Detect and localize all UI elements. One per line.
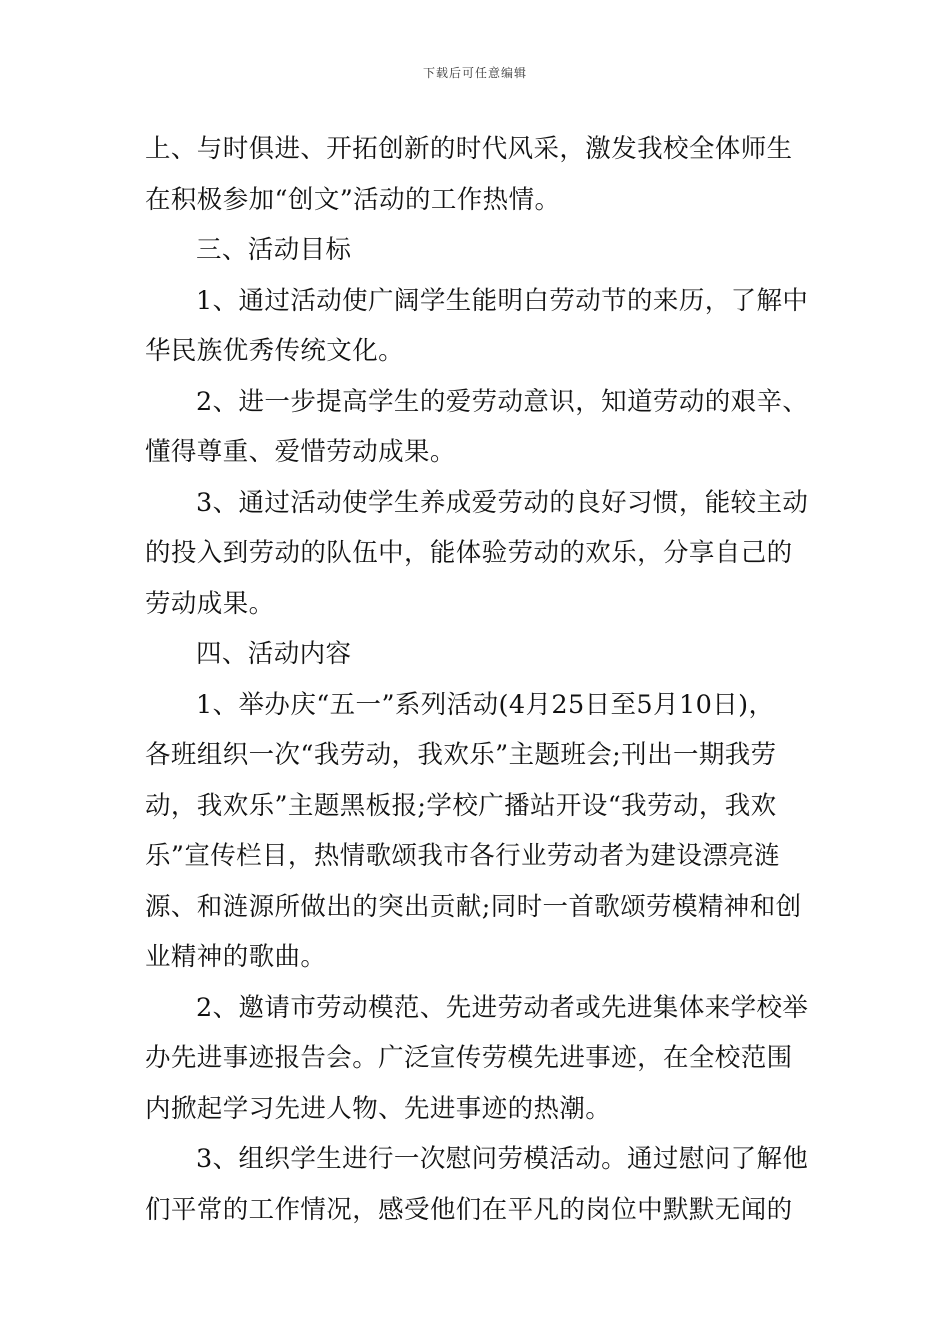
text-line: 源、和涟源所做出的突出贡献;同时一首歌颂劳模精神和创 <box>145 891 802 922</box>
document-body <box>145 124 807 1235</box>
text-line: 各班组织一次“我劳动，我欢乐”主题班会;刊出一期我劳 <box>145 740 777 770</box>
text-line: 上、与时俱进、开拓创新的时代风采，激发我校全体师生 <box>145 134 793 164</box>
text-line: 内掀起学习先进人物、先进事迹的热潮。 <box>145 1093 612 1124</box>
text-line: 2、邀请市劳动模范、先进劳动者或先进集体来学校举 <box>196 992 809 1023</box>
text-line: 华民族优秀传统文化。 <box>145 336 405 366</box>
text-line: 3、组织学生进行一次慰问劳模活动。通过慰问了解他 <box>196 1144 809 1174</box>
text-line: 的投入到劳动的队伍中，能体验劳动的欢乐，分享自己的 <box>145 538 793 568</box>
text-line: 四、活动内容 <box>196 639 352 669</box>
page-header: 下载后可任意编辑 <box>422 66 527 80</box>
text-line: 乐”宣传栏目，热情歌颂我市各行业劳动者为建设漂亮涟 <box>145 841 781 871</box>
text-line: 1、通过活动使广阔学生能明白劳动节的来历，了解中 <box>196 285 809 316</box>
text-line: 1、举办庆“五一”系列活动(4月25日至5月10日)， <box>196 689 775 720</box>
text-line: 业精神的歌曲。 <box>145 942 327 972</box>
text-line: 3、通过活动使学生养成爱劳动的良好习惯，能较主动 <box>196 487 809 518</box>
text-line: 们平常的工作情况，感受他们在平凡的岗位中默默无闻的 <box>145 1194 793 1225</box>
text-line: 2、进一步提高学生的爱劳动意识，知道劳动的艰辛、 <box>196 386 809 417</box>
text-line: 在积极参加“创文”活动的工作热情。 <box>145 184 561 215</box>
text-line: 动，我欢乐”主题黑板报;学校广播站开设“我劳动，我欢 <box>145 790 777 821</box>
text-line: 办先进事迹报告会。广泛宣传劳模先进事迹，在全校范围 <box>145 1043 793 1073</box>
text-line: 懂得尊重、爱惜劳动成果。 <box>145 437 456 467</box>
text-line: 劳动成果。 <box>145 588 275 619</box>
text-line: 三、活动目标 <box>196 235 352 265</box>
